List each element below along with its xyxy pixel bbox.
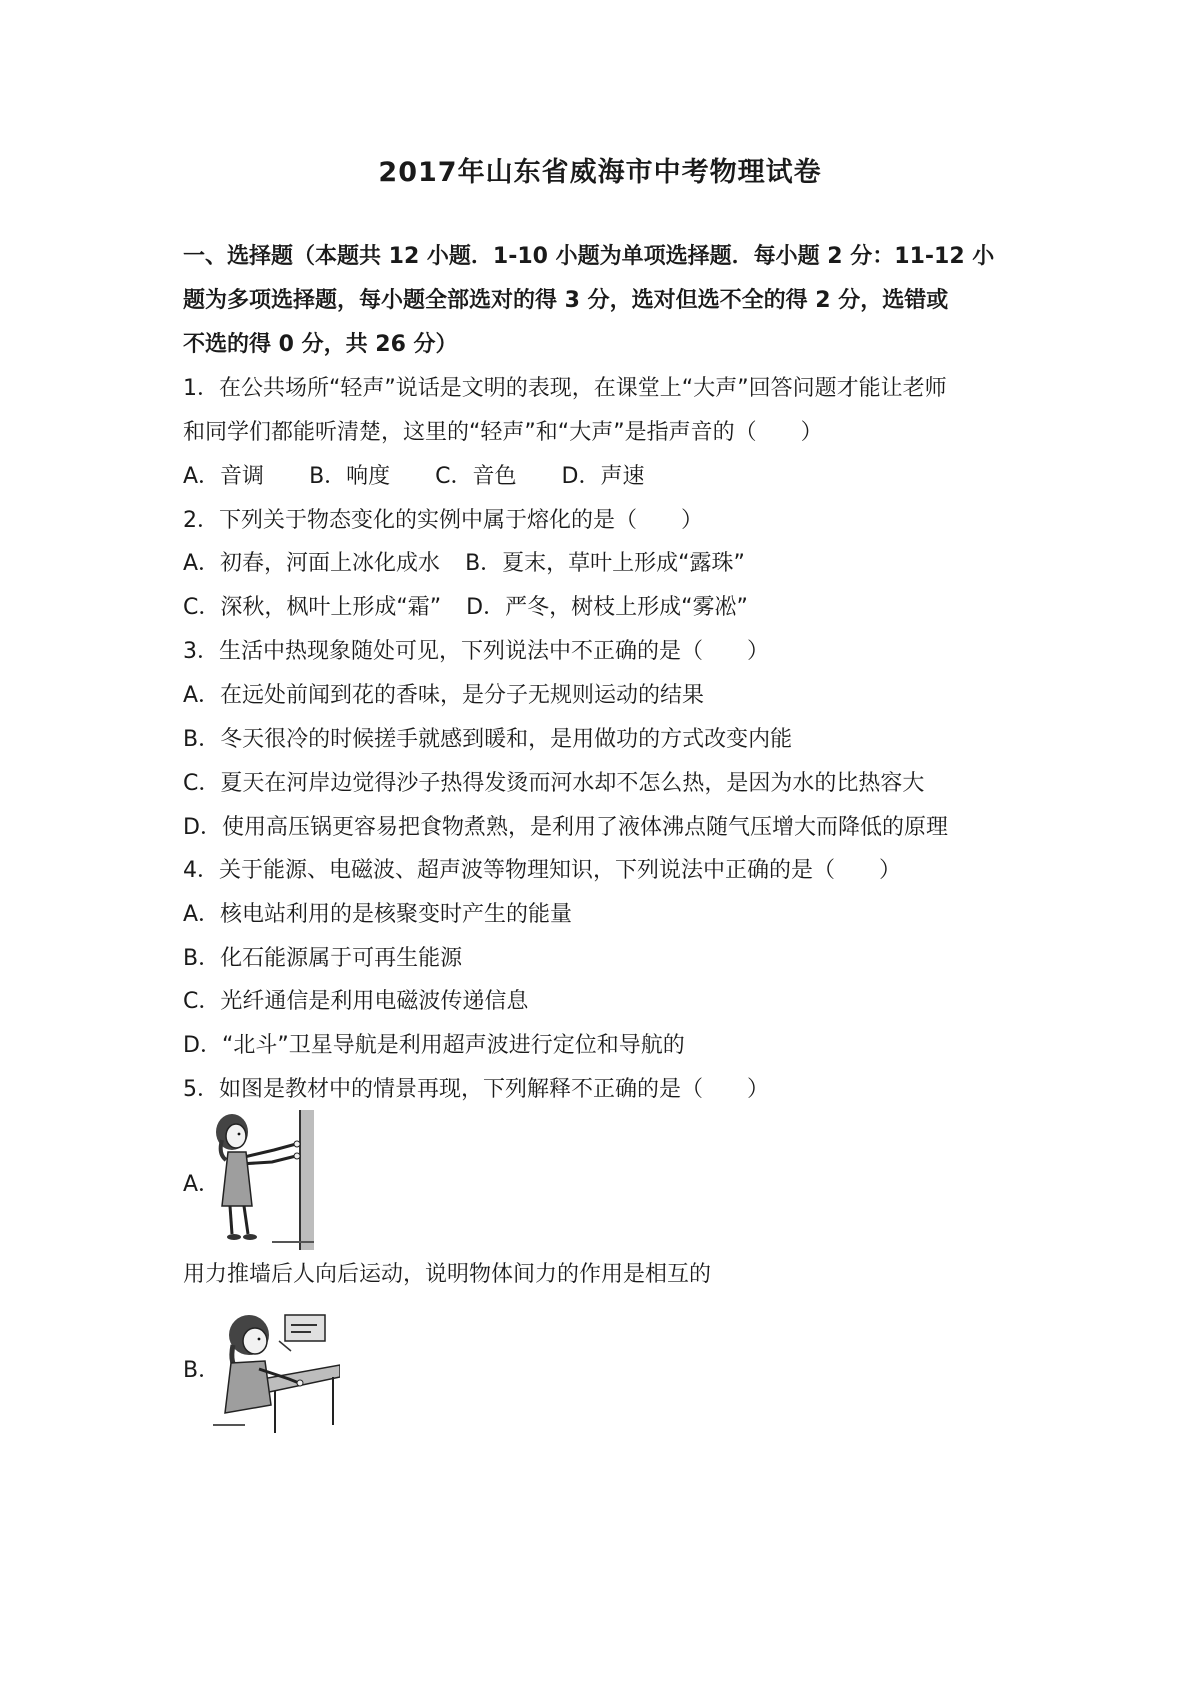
- q4-option-b: B．化石能源属于可再生能源: [183, 946, 463, 971]
- q2-option-d: D．严冬，树枝上形成“雾凇”: [466, 595, 748, 620]
- woman-pushing-wall-illustration: [212, 1110, 314, 1250]
- q5-stem: 5．如图是教材中的情景再现，下列解释不正确的是（ ）: [183, 1077, 769, 1102]
- q2-option-a: A．初春，河面上冰化成水: [183, 551, 441, 576]
- q2-option-c: C．深秋，枫叶上形成“霜”: [183, 595, 442, 620]
- q3-option-b: B．冬天很冷的时候搓手就感到暖和，是用做功的方式改变内能: [183, 727, 793, 752]
- q1-option-d: D．声速: [561, 464, 645, 489]
- q2-options-row-2: [183, 593, 1043, 623]
- q2-option-b: B．夏末，草叶上形成“露珠”: [465, 551, 745, 576]
- q5-option-a-label: A．: [183, 1172, 221, 1197]
- girl-at-desk-illustration: [205, 1305, 340, 1433]
- q1-options: [183, 462, 1043, 492]
- section-heading-line-2: 题为多项选择题，每小题全部选对的得 3 分，选对但选不全的得 2 分，选错或: [183, 288, 949, 313]
- q2-options-row-1: [183, 549, 1043, 579]
- q4-option-a: A．核电站利用的是核聚变时产生的能量: [183, 902, 573, 927]
- q1-option-a: A．音调: [183, 464, 265, 489]
- exam-title: 2017年山东省威海市中考物理试卷: [378, 157, 822, 188]
- q3-stem: 3．生活中热现象随处可见，下列说法中不正确的是（ ）: [183, 639, 769, 664]
- q4-stem: 4．关于能源、电磁波、超声波等物理知识，下列说法中正确的是（ ）: [183, 858, 901, 883]
- q5-option-b-label: B．: [183, 1358, 221, 1383]
- q4-option-c: C．光纤通信是利用电磁波传递信息: [183, 989, 529, 1014]
- q4-option-d: D．“北斗”卫星导航是利用超声波进行定位和导航的: [183, 1033, 685, 1058]
- q1-stem-line-1: 1．在公共场所“轻声”说话是文明的表现，在课堂上“大声”回答问题才能让老师: [183, 376, 947, 401]
- q2-stem: 2．下列关于物态变化的实例中属于熔化的是（ ）: [183, 508, 703, 533]
- q3-option-d: D．使用高压锅更容易把食物煮熟，是利用了液体沸点随气压增大而降低的原理: [183, 815, 948, 840]
- q3-option-c: C．夏天在河岸边觉得沙子热得发烫而河水却不怎么热，是因为水的比热容大: [183, 771, 925, 796]
- q5-option-a-text: 用力推墙后人向后运动，说明物体间力的作用是相互的: [183, 1262, 712, 1287]
- q1-stem-line-2: 和同学们都能听清楚，这里的“轻声”和“大声”是指声音的（ ）: [183, 420, 823, 445]
- q3-option-a: A．在远处前闻到花的香味，是分子无规则运动的结果: [183, 683, 705, 708]
- section-heading-line-3: 不选的得 0 分，共 26 分）: [183, 332, 458, 357]
- section-heading-line-1: 一、选择题（本题共 12 小题．1-10 小题为单项选择题．每小题 2 分：11-12 小: [183, 244, 995, 269]
- q1-option-b: B．响度: [309, 464, 391, 489]
- q1-option-c: C．音色: [435, 464, 517, 489]
